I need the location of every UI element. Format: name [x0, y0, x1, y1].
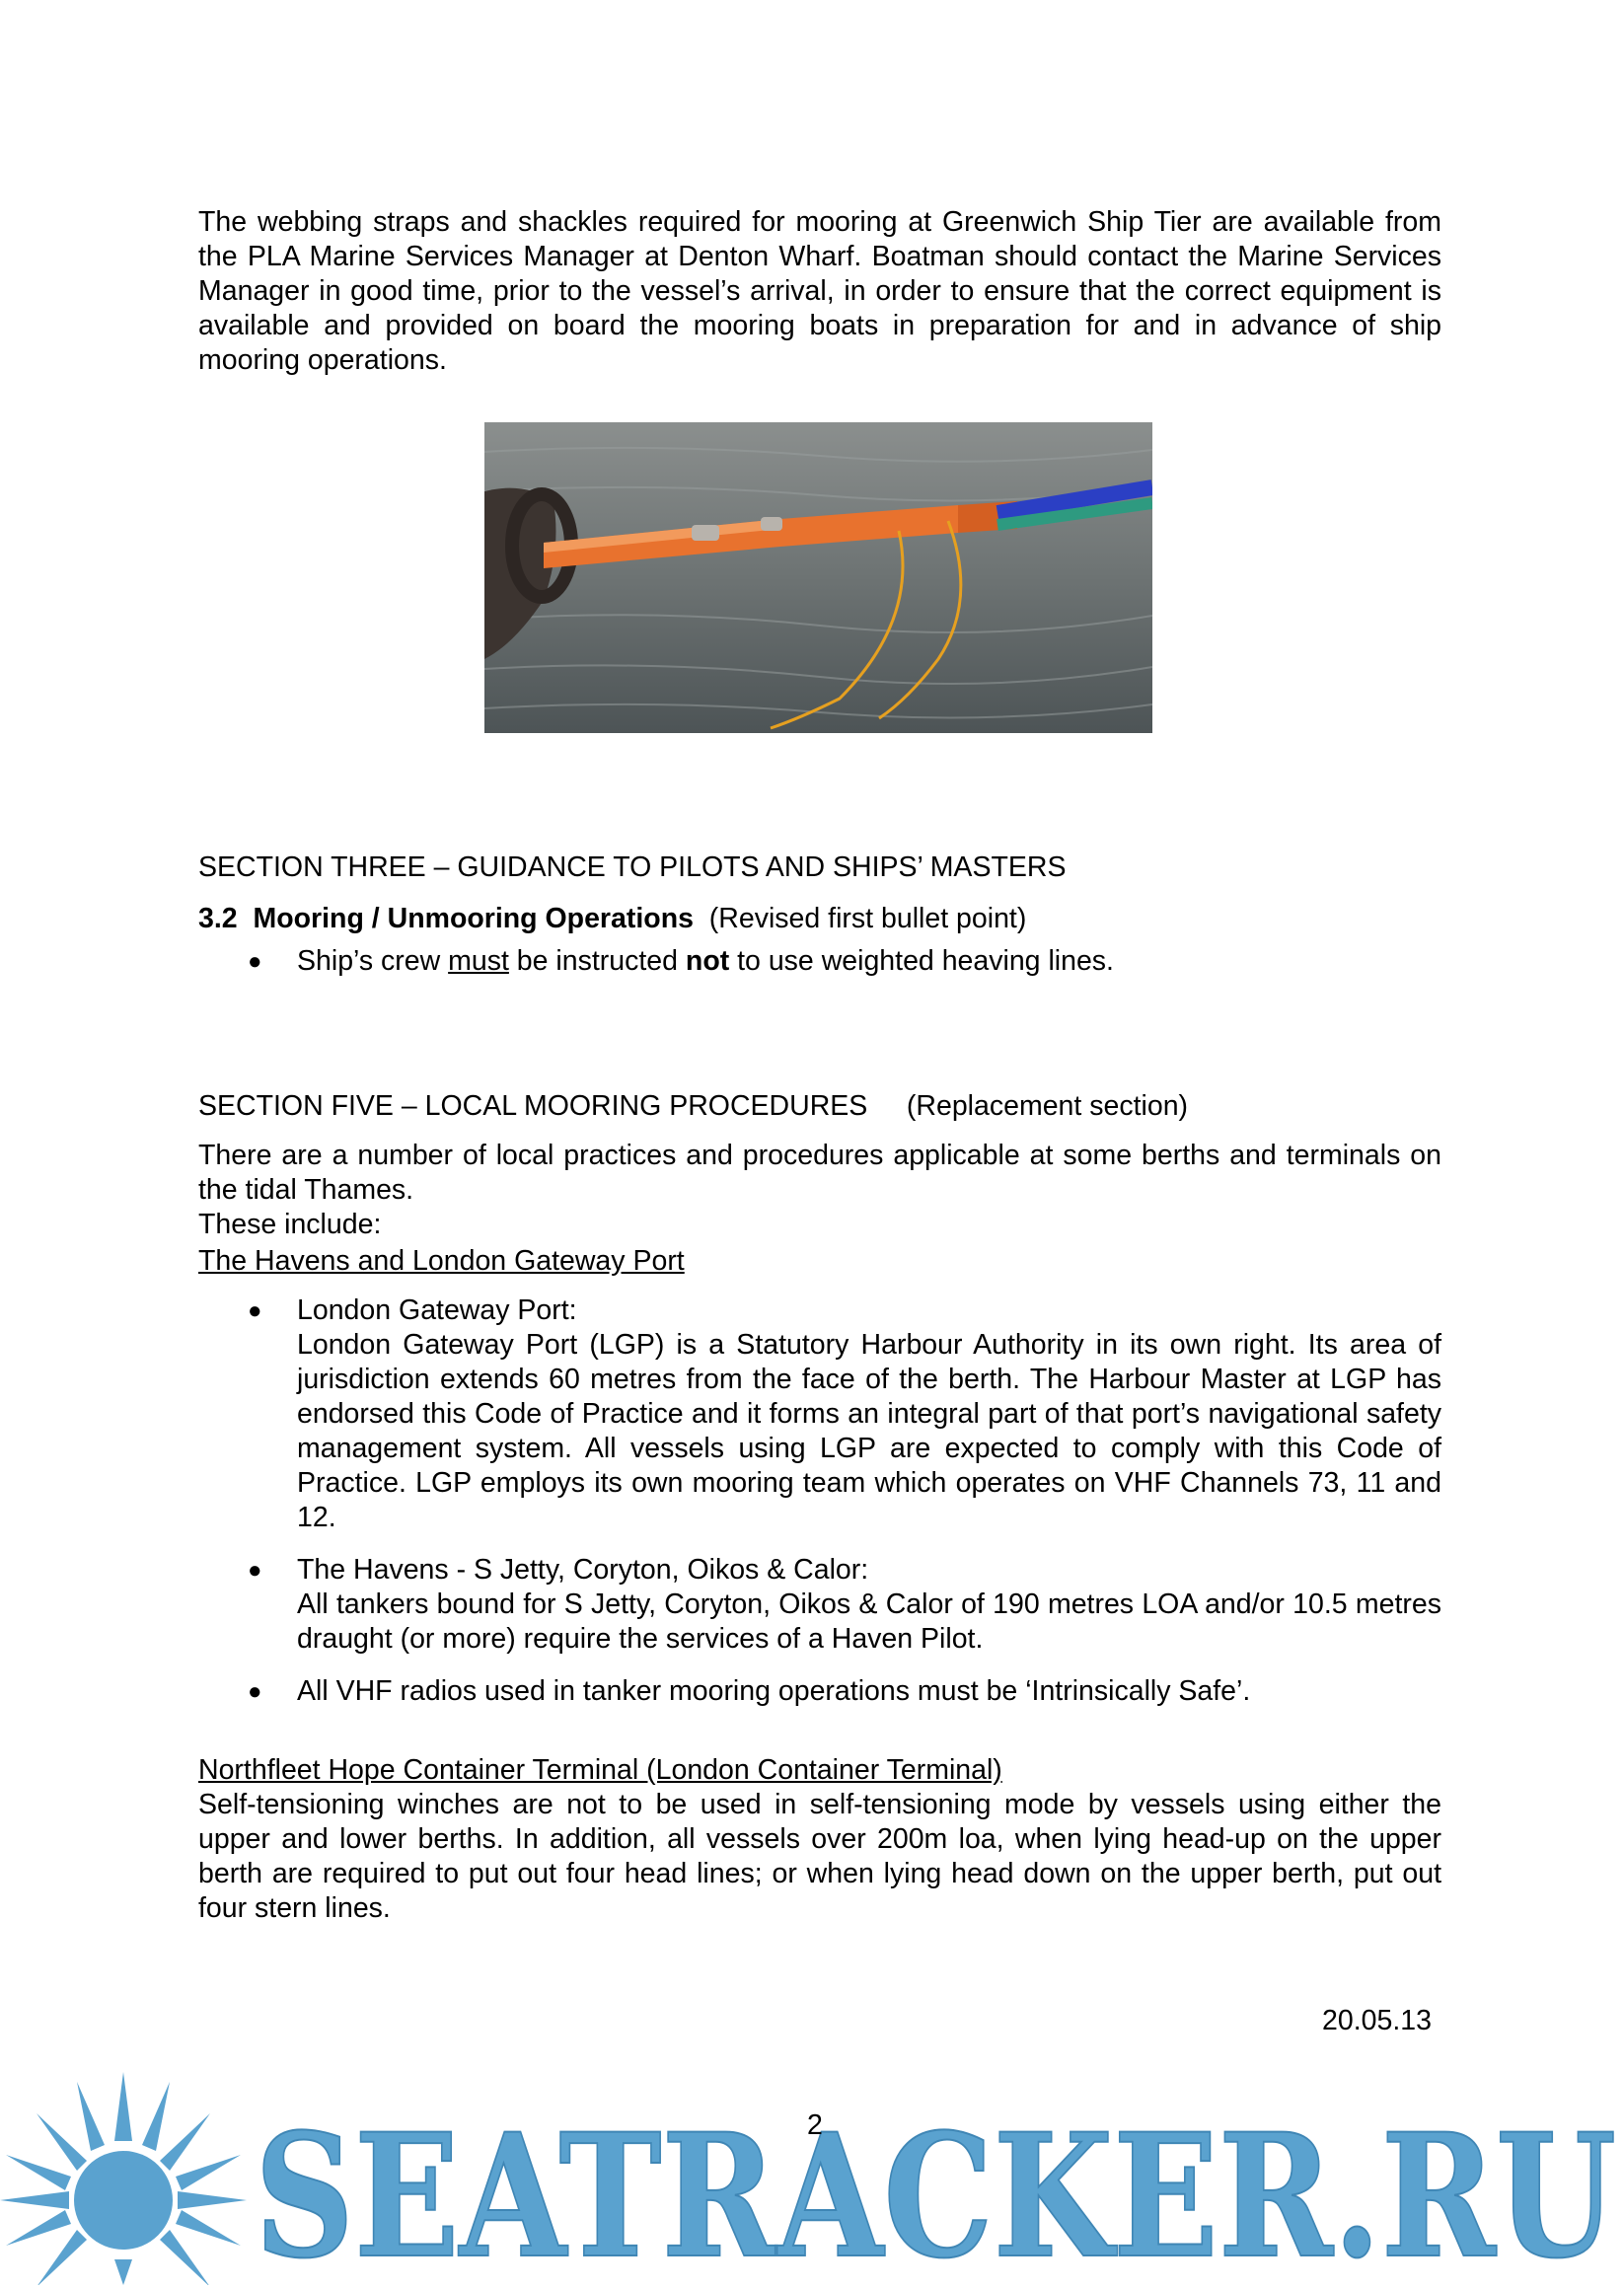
havens-heading: The Havens and London Gateway Port	[198, 1245, 685, 1277]
intro-paragraph: The webbing straps and shackles required for mooring at Greenwich Ship Tier are available from the PLA Marine Services Manager at Denton Wharf. Boatman should contact the Marine Services Manager in good time, prior to the vessel’s arrival, in order to ensure that the correct equipment is available and provided on board the mooring boats in preparation for and in advance of ship mooring operations.	[198, 206, 1441, 376]
these-include: These include:	[198, 1209, 382, 1240]
section-three-title: SECTION THREE – GUIDANCE TO PILOTS AND SHIPS’ MASTERS	[198, 851, 1067, 883]
section-five-bullets	[198, 1293, 1441, 1709]
northfleet-text: Self-tensioning winches are not to be used in self-tensioning mode by vessels using either the upper and lower berths. In addition, all vessels over 200m loa, when lying head-up on the upper berth are required to put out four head lines; or when lying head down on the upper berth, put out four stern lines.	[198, 1789, 1441, 1924]
watermark-text: SEATRACKER.RU	[255, 2107, 1616, 2275]
list-item: ● Ship’s crew must be instructed not to use weighted heaving lines.	[248, 945, 1114, 977]
bullet-text: All VHF radios used in tanker mooring operations must be ‘Intrinsically Safe’.	[297, 1675, 1251, 1707]
section-five-note: (Replacement section)	[906, 1090, 1189, 1122]
sun-logo-icon	[0, 2072, 247, 2290]
subsection-title: Mooring / Unmooring Operations	[253, 903, 694, 934]
bullet-icon: ●	[248, 1678, 262, 1705]
list-item	[198, 1674, 1441, 1709]
northfleet-heading: Northfleet Hope Container Terminal (London Container Terminal)	[198, 1754, 1002, 1786]
bullet-text: All tankers bound for S Jetty, Coryton, Oikos & Calor of 190 metres LOA and/or 10.5 metres draught (or more) require the services of a Haven Pilot.	[297, 1588, 1441, 1655]
bullet-text: London Gateway Port (LGP) is a Statutory Harbour Authority in its own right. Its area of jurisdiction extends 60 metres from the face of the berth. The Harbour Master at LGP has endorsed this Code of Practice and it forms an integral part of that port’s navigational safety management system. All vessels using LGP are expected to comply with this Code of Practice. LGP employs its own mooring team which operates on VHF Channels 73, 11 and 12.	[297, 1329, 1441, 1533]
bullet-icon: ●	[248, 1557, 262, 1584]
northfleet-block	[198, 1753, 1441, 1926]
watermark	[255, 2107, 1616, 2280]
bullet-title: The Havens - S Jetty, Coryton, Oikos & Calor:	[297, 1554, 869, 1586]
mooring-strap-photo	[484, 422, 1152, 733]
section-five-intro-block	[198, 1139, 1441, 1279]
section-3-2-heading	[198, 902, 1441, 936]
document-date: 20.05.13	[1322, 2005, 1432, 2036]
bullet-icon: ●	[248, 948, 262, 975]
page-number: 2	[807, 2109, 823, 2141]
bullet-title: London Gateway Port:	[297, 1294, 577, 1326]
intro-block	[198, 205, 1441, 378]
section-3-bullets	[198, 944, 1441, 979]
list-item	[198, 1293, 1441, 1535]
section-five-title-row	[198, 1090, 1188, 1123]
subsection-number: 3.2	[198, 903, 238, 934]
subsection-note: (Revised first bullet point)	[708, 903, 1027, 934]
section-five-intro: There are a number of local practices and procedures applicable at some berths and terminals on the tidal Thames.	[198, 1140, 1441, 1206]
list-item	[198, 1553, 1441, 1657]
section-five-title: SECTION FIVE – LOCAL MOORING PROCEDURES	[198, 1090, 868, 1122]
bullet-icon: ●	[248, 1297, 262, 1324]
